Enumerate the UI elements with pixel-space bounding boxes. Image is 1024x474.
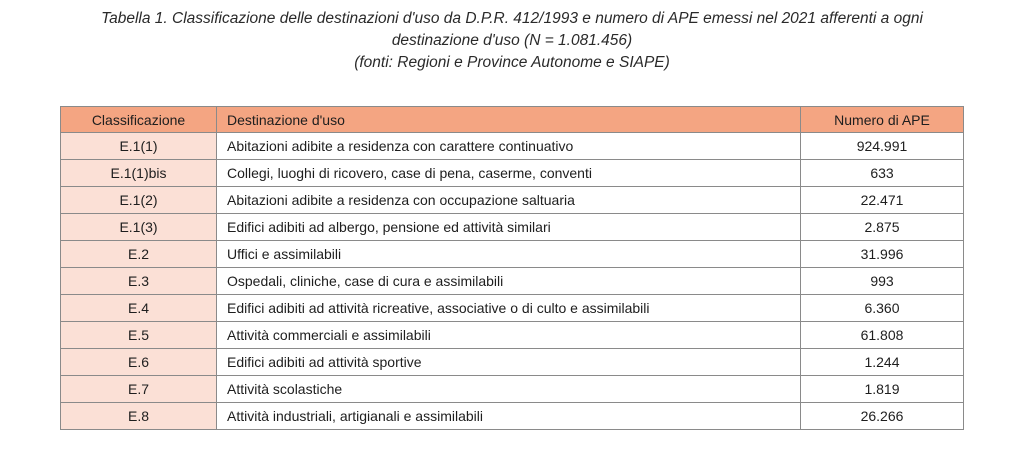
classificazione-cell: E.1(1)bis [61,160,217,187]
classificazione-cell: E.1(3) [61,214,217,241]
numero-ape-cell: 1.819 [801,376,964,403]
destinazione-cell: Edifici adibiti ad albergo, pensione ed attività similari [217,214,801,241]
classificazione-cell: E.7 [61,376,217,403]
destinazione-cell: Attività commerciali e assimilabili [217,322,801,349]
caption-line-3: (fonti: Regioni e Province Autonome e SIAPE) [354,54,670,71]
destinazione-cell: Attività industriali, artigianali e assimilabili [217,403,801,430]
header-destinazione: Destinazione d'uso [217,107,801,133]
table-row [61,268,964,295]
numero-ape-cell: 2.875 [801,214,964,241]
destinazione-cell: Abitazioni adibite a residenza con occupazione saltuaria [217,187,801,214]
numero-ape-cell: 924.991 [801,133,964,160]
table-row [61,214,964,241]
table-row [61,403,964,430]
classificazione-cell: E.4 [61,295,217,322]
numero-ape-cell: 1.244 [801,349,964,376]
destinazione-cell: Collegi, luoghi di ricovero, case di pena, caserme, conventi [217,160,801,187]
table-row [61,295,964,322]
table-row [61,349,964,376]
destinazione-cell: Edifici adibiti ad attività sportive [217,349,801,376]
numero-ape-cell: 22.471 [801,187,964,214]
table-row [61,241,964,268]
destinazione-cell: Abitazioni adibite a residenza con carattere continuativo [217,133,801,160]
classificazione-cell: E.8 [61,403,217,430]
numero-ape-cell: 993 [801,268,964,295]
destinazione-cell: Attività scolastiche [217,376,801,403]
caption-line-1: Tabella 1. Classificazione delle destinazioni d'uso da D.P.R. 412/1993 e numero di APE emessi nel 2021 afferenti a ogni [101,10,923,27]
numero-ape-cell: 633 [801,160,964,187]
table-row [61,187,964,214]
numero-ape-cell: 31.996 [801,241,964,268]
destinazione-cell: Uffici e assimilabili [217,241,801,268]
destinazione-cell: Ospedali, cliniche, case di cura e assimilabili [217,268,801,295]
destinazione-cell: Edifici adibiti ad attività ricreative, associative o di culto e assimilabili [217,295,801,322]
numero-ape-cell: 61.808 [801,322,964,349]
numero-ape-cell: 6.360 [801,295,964,322]
header-classificazione: Classificazione [61,107,217,133]
table-header-row [61,107,964,133]
classificazione-cell: E.2 [61,241,217,268]
table-row [61,376,964,403]
classificazione-cell: E.5 [61,322,217,349]
classificazione-cell: E.1(2) [61,187,217,214]
table-row [61,160,964,187]
table-row [61,322,964,349]
classificazione-cell: E.6 [61,349,217,376]
caption-line-2: destinazione d'uso (N = 1.081.456) [391,32,633,49]
classificazione-cell: E.1(1) [61,133,217,160]
classificazione-cell: E.3 [61,268,217,295]
ape-table [60,106,964,430]
table-row [61,133,964,160]
header-numero-ape: Numero di APE [801,107,964,133]
numero-ape-cell: 26.266 [801,403,964,430]
table-caption [40,8,984,74]
